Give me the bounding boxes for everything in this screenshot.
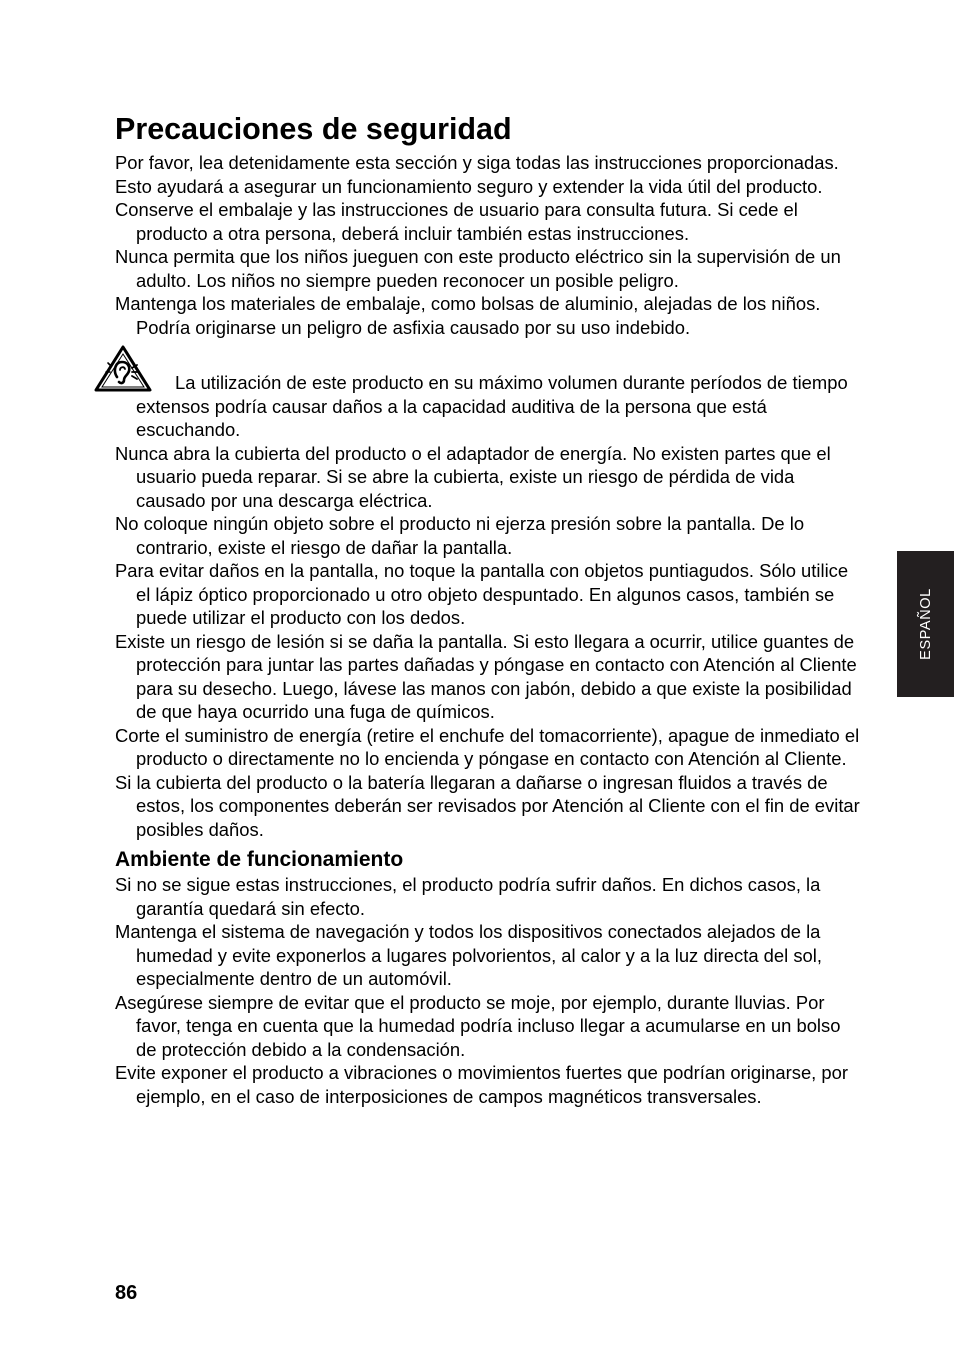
safety-paragraph: No coloque ningún objeto sobre el producto ni ejerza presión sobre la pantalla. De lo contrario, existe el riesgo de dañar la pantalla. (115, 513, 805, 558)
safety-paragraph: Por favor, lea detenidamente esta sección y siga todas las instrucciones proporcionadas. (115, 152, 839, 173)
environment-paragraph: Asegúrese siempre de evitar que el producto se moje, por ejemplo, durante lluvias. Por favor, tenga en cuenta que la humedad podría incluso llegar a acumularse en un bolso de protección debido a la condensación. (115, 991, 841, 1060)
environment-paragraph: Mantenga el sistema de navegación y todos los dispositivos conectados alejados de la humedad y evite exponerlos a lugares polvorientos, al calor y a la luz directa del sol, especialmente dentro de un automóvil. (115, 921, 822, 989)
safety-paragraph: Nunca abra la cubierta del producto o el adaptador de energía. No existen partes que el usuario pueda reparar. Si se abre la cubierta, existe un riesgo de pérdida de vida causado por una descarga eléctrica. (115, 442, 831, 511)
safety-paragraph: Si la cubierta del producto o la batería llegaran a dañarse o ingresan fluidos a través de estos, los componentes deberán ser revisados por Atención al Cliente con el fin de evitar posibles daños. (115, 771, 860, 840)
language-side-tab (897, 551, 954, 697)
page-title: Precauciones de seguridad (115, 112, 512, 146)
safety-paragraph: Mantenga los materiales de embalaje, como bolsas de aluminio, alejadas de los niños. (115, 293, 821, 314)
hearing-warning-text: La utilización de este producto en su máximo volumen durante períodos de tiempo extensos podría causar daños a la capacidad auditiva de la persona que está escuchando. (136, 372, 848, 440)
safety-paragraph: Para evitar daños en la pantalla, no toque la pantalla con objetos puntiagudos. Sólo utilice el lápiz óptico proporcionado u otro objeto despuntado. En algunos casos, también se puede utilizar el producto con los dedos. (115, 560, 849, 628)
safety-paragraph: Existe un riesgo de lesión si se daña la pantalla. Si esto llegara a ocurrir, utilice guantes de protección para juntar las partes dañadas y póngase en contacto con Atención al Cliente para su desecho. Luego, lávese las manos con jabón, debido a que existe la posibilidad de que haya ocurrido una fuga de químicos. (115, 630, 857, 722)
safety-paragraph: Corte el suministro de energía (retire el enchufe del tomacorriente), apague de inmediato el producto o directamente no lo encienda y póngase en contacto con Atención al Cliente. (115, 724, 860, 769)
environment-paragraph: Evite exponer el producto a vibraciones o movimientos fuertes que podrían originarse, por ejemplo, en el caso de interposiciones de campos magnéticos transversales. (115, 1062, 848, 1107)
safety-paragraph: Nunca permita que los niños jueguen con este producto eléctrico sin la supervisión de un adulto. Los niños no siempre pueden reconocer un posible peligro. (115, 246, 841, 291)
hearing-warning (115, 345, 865, 442)
page-content (115, 108, 865, 1108)
page-number: 86 (115, 1282, 138, 1304)
environment-paragraph: Si no se sigue estas instrucciones, el producto podría sufrir daños. En dichos casos, la garantía quedará sin efecto. (115, 874, 821, 919)
safety-paragraph: Conserve el embalaje y las instrucciones de usuario para consulta futura. Si cede el producto a otra persona, deberá incluir también estas instrucciones. (115, 199, 798, 244)
suffocation-note: Podría originarse un peligro de asfixia causado por su uso indebido. (136, 316, 691, 338)
safety-paragraph: Esto ayudará a asegurar un funcionamiento seguro y extender la vida útil del producto. (115, 175, 823, 197)
hearing-damage-warning-icon (115, 345, 173, 392)
language-side-tab-label: ESPAÑOL (917, 588, 934, 660)
section-heading: Ambiente de funcionamiento (115, 848, 404, 871)
